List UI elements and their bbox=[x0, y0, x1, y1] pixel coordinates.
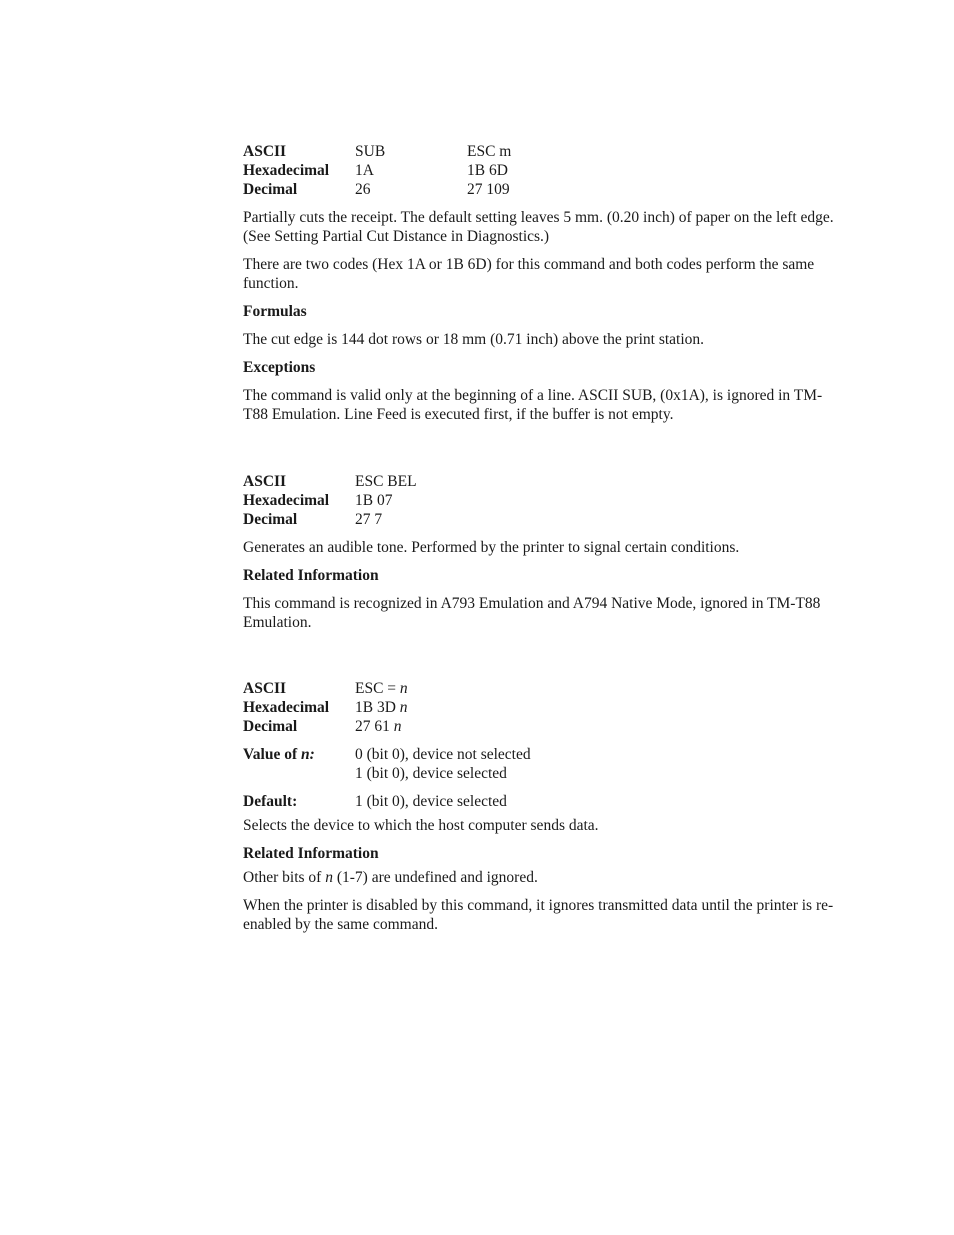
bell-code-table bbox=[243, 472, 417, 529]
row-label: Hexadecimal bbox=[243, 162, 330, 179]
related-info-paragraph bbox=[243, 868, 843, 887]
row-value-text: 27 61 bbox=[355, 718, 394, 735]
row-label: Hexadecimal bbox=[243, 492, 330, 509]
row-value-alt: ESC m bbox=[467, 143, 512, 160]
row-label: ASCII bbox=[243, 143, 287, 160]
description-paragraph: Generates an audible tone. Performed by the printer to signal certain conditions. bbox=[243, 539, 740, 556]
row-value bbox=[355, 698, 408, 717]
table-row bbox=[243, 161, 511, 180]
table-row bbox=[243, 491, 417, 510]
formulas-heading: Formulas bbox=[243, 303, 307, 320]
bell-command-section bbox=[243, 472, 843, 632]
table-row bbox=[243, 472, 417, 491]
param-n: n bbox=[399, 680, 408, 697]
table-row bbox=[243, 142, 511, 161]
related-info-heading: Related Information bbox=[243, 567, 379, 584]
table-row bbox=[243, 679, 408, 698]
row-value-alt: 1B 6D bbox=[467, 162, 508, 179]
formulas-paragraph: The cut edge is 144 dot rows or 18 mm (0.71 inch) above the print station. bbox=[243, 331, 705, 348]
row-value bbox=[355, 679, 408, 698]
param-n: n bbox=[393, 718, 402, 735]
cut-command-section bbox=[243, 142, 843, 424]
select-code-table bbox=[243, 679, 408, 736]
row-value-alt: 27 109 bbox=[467, 181, 510, 198]
cut-code-table bbox=[243, 142, 511, 199]
row-label: ASCII bbox=[243, 473, 287, 490]
param-n: n: bbox=[301, 746, 315, 763]
row-label: Decimal bbox=[243, 511, 298, 528]
default-value: 1 (bit 0), device selected bbox=[355, 793, 507, 810]
table-row bbox=[243, 180, 511, 199]
text-fragment: Other bits of bbox=[243, 869, 326, 886]
value-label bbox=[243, 745, 355, 783]
text-fragment: (1-7) are undefined and ignored. bbox=[332, 869, 538, 886]
row-value: SUB bbox=[355, 143, 386, 160]
row-label: ASCII bbox=[243, 680, 287, 697]
section-spacer bbox=[243, 632, 843, 679]
select-device-section bbox=[243, 679, 843, 934]
default-row bbox=[243, 783, 531, 811]
value-label-text: Value of bbox=[243, 746, 301, 763]
default-label: Default: bbox=[243, 793, 298, 810]
description-paragraph: Selects the device to which the host computer sends data. bbox=[243, 817, 599, 834]
row-value-text: ESC = bbox=[355, 680, 400, 697]
exceptions-heading: Exceptions bbox=[243, 359, 316, 376]
row-label: Decimal bbox=[243, 718, 298, 735]
table-row bbox=[243, 510, 417, 529]
row-value-text: 1B 3D bbox=[355, 699, 400, 716]
row-value: 1B 07 bbox=[355, 492, 393, 509]
row-value bbox=[355, 717, 408, 736]
related-info-paragraph: This command is recognized in A793 Emulation and A794 Native Mode, ignored in TM-T88 Emulation. bbox=[243, 595, 821, 631]
row-value: 27 7 bbox=[355, 511, 383, 528]
value-row bbox=[243, 745, 531, 783]
related-info-heading: Related Information bbox=[243, 845, 379, 862]
description-paragraph: Partially cuts the receipt. The default setting leaves 5 mm. (0.20 inch) of paper on the left edge. (See Setting Partial Cut Distance in Diagnostics.) bbox=[243, 209, 834, 245]
value-options bbox=[355, 745, 531, 783]
param-n: n bbox=[325, 869, 333, 886]
section-spacer bbox=[243, 424, 843, 472]
value-option: 1 (bit 0), device selected bbox=[355, 765, 507, 782]
related-info-paragraph: When the printer is disabled by this command, it ignores transmitted data until the printer is re-enabled by the same command. bbox=[243, 897, 834, 933]
row-label: Hexadecimal bbox=[243, 699, 330, 716]
table-row bbox=[243, 717, 408, 736]
table-row bbox=[243, 698, 408, 717]
description-paragraph: There are two codes (Hex 1A or 1B 6D) for this command and both codes perform the same function. bbox=[243, 256, 815, 292]
exceptions-paragraph: The command is valid only at the beginning of a line. ASCII SUB, (0x1A), is ignored in TM-T88 Emulation. Line Feed is executed first, if the buffer is not empty. bbox=[243, 387, 823, 423]
row-value: 1A bbox=[355, 162, 374, 179]
param-n: n bbox=[399, 699, 408, 716]
value-definition-table bbox=[243, 745, 531, 811]
row-label: Decimal bbox=[243, 181, 298, 198]
document-body bbox=[243, 142, 843, 934]
value-option: 0 (bit 0), device not selected bbox=[355, 746, 531, 763]
row-value: 26 bbox=[355, 181, 371, 198]
row-value: ESC BEL bbox=[355, 473, 417, 490]
